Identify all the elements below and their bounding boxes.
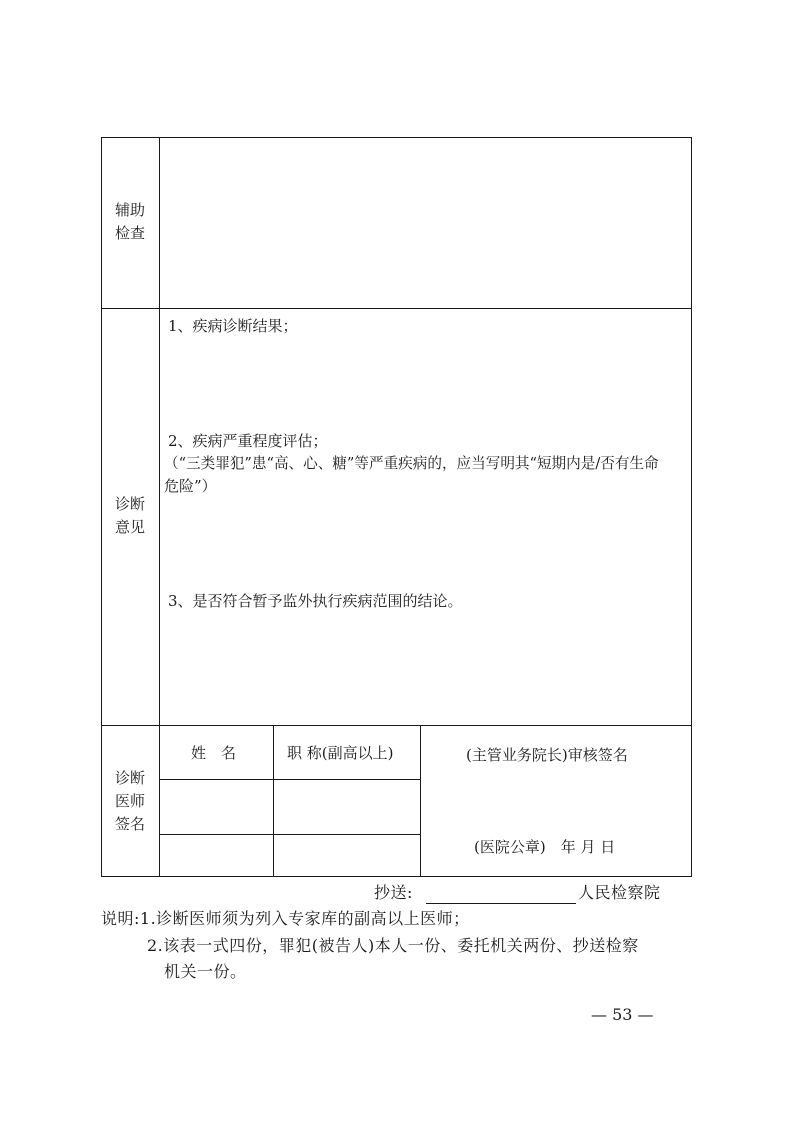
cc-prefix: 抄送:: [374, 883, 413, 902]
note-line-1: 说明:1.诊断医师须为列入专家库的副高以上医师；: [101, 909, 470, 928]
cc-suffix: 人民检察院: [578, 883, 661, 902]
label-column-divider: [159, 137, 160, 877]
table-border-bottom: [101, 876, 692, 877]
diagnosis-item-2-note-line2: 危险”）: [164, 477, 217, 495]
page-number: — 53 —: [591, 1005, 654, 1024]
signature-row-divider-1: [159, 779, 420, 780]
signature-label-line1: 诊断: [114, 769, 145, 787]
note-line-2: 2.该表一式四份，罪犯(被告人)本人一份、委托机关两份、抄送检察: [147, 936, 639, 955]
table-border-right: [691, 137, 692, 877]
diagnosis-item-2-note-line1: （“三类罪犯”患“高、心、糖”等严重疾病的，应当写明其“短期内是/否有生命: [164, 455, 659, 472]
auxiliary-exam-label-line2: 检查: [114, 224, 145, 242]
signature-label-line2: 医师: [114, 792, 145, 810]
row-divider-1: [101, 308, 692, 309]
column-header-title: 职 称(副高以上): [287, 744, 394, 762]
signature-row-divider-2: [159, 834, 420, 835]
note-line-3: 机关一份。: [164, 962, 247, 981]
diagnosis-label-line2: 意见: [114, 518, 145, 536]
row-divider-2: [101, 725, 692, 726]
doctor-signature-label: [101, 767, 159, 836]
signature-col-divider-1: [273, 725, 274, 877]
hospital-seal-date: (医院公章) 年 月 日: [474, 838, 616, 856]
diagnosis-item-2: 2、疾病严重程度评估；: [168, 432, 328, 450]
signature-col-divider-2: [420, 725, 421, 877]
signature-label-line3: 签名: [114, 815, 145, 833]
table-border-top: [101, 137, 692, 138]
column-header-name: 姓 名: [191, 744, 237, 762]
auxiliary-exam-label: [101, 199, 159, 245]
diagnosis-item-3: 3、是否符合暂予监外执行疾病范围的结论。: [168, 592, 463, 610]
diagnosis-item-1: 1、疾病诊断结果；: [168, 317, 298, 335]
diagnosis-label-line1: 诊断: [114, 495, 145, 513]
review-signature-label: (主管业务院长)审核签名: [466, 746, 628, 764]
auxiliary-exam-label-line1: 辅助: [114, 201, 145, 219]
cc-blank-underline: [426, 903, 576, 904]
diagnosis-opinion-label: [101, 493, 159, 539]
